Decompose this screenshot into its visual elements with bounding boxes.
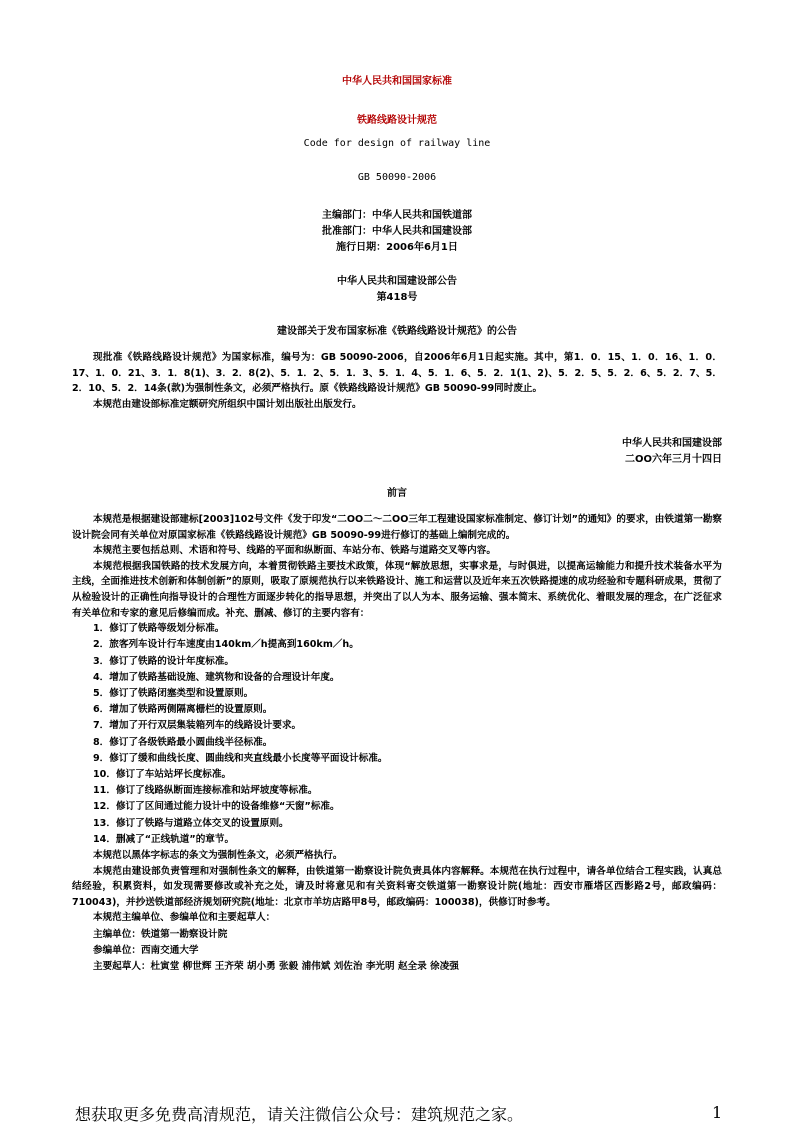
announcement-body bbox=[72, 350, 722, 412]
preface-list-item: 7．增加了开行双层集装箱列车的线路设计要求。 bbox=[93, 720, 302, 732]
announcement-paragraph: 本规范由建设部标准定额研究所组织中国计划出版社出版发行。 bbox=[93, 398, 362, 410]
document-page bbox=[72, 0, 722, 1123]
preface-list-item: 14．删减了“正线轨道”的章节。 bbox=[93, 833, 235, 845]
preface-heading: 前言 bbox=[387, 488, 407, 499]
preface-list-item: 1．修订了铁路等级划分标准。 bbox=[93, 623, 225, 635]
preface-list-item: 9．修订了缓和曲线长度、圆曲线和夹直线最小长度等平面设计标准。 bbox=[93, 752, 388, 764]
chief-unit: 主编单位：铁道第一勘察设计院 bbox=[93, 928, 228, 940]
announcement-signature: 中华人民共和国建设部 bbox=[622, 438, 722, 449]
preface-list-item: 5．修订了铁路闭塞类型和设置原则。 bbox=[93, 687, 254, 699]
effective-date: 施行日期：2006年6月1日 bbox=[336, 242, 458, 253]
preface-list-item: 2．旅客列车设计行车速度由140km／h提高到160km／h。 bbox=[93, 639, 359, 651]
preface-list-item: 12．修订了区间通过能力设计中的设备维修“天窗”标准。 bbox=[93, 801, 340, 813]
announcement-number: 第418号 bbox=[376, 292, 418, 303]
document-title-cn: 铁路线路设计规范 bbox=[357, 115, 437, 126]
units-intro: 本规范主编单位、参编单位和主要起草人： bbox=[93, 912, 276, 924]
preface-closing-paragraph: 本规范以黑体字标志的条文为强制性条文，必须严格执行。 bbox=[93, 850, 343, 861]
announcement-title: 建设部关于发布国家标准《铁路线路设计规范》的公告 bbox=[277, 326, 517, 337]
approver-department: 批准部门：中华人民共和国建设部 bbox=[322, 226, 472, 237]
preface-list-item: 8．修订了各级铁路最小圆曲线半径标准。 bbox=[93, 736, 273, 748]
preface-list-item: 6．增加了铁路两侧隔离栅栏的设置原则。 bbox=[93, 704, 273, 716]
preface-list-item: 13．修订了铁路与道路立体交叉的设置原则。 bbox=[93, 817, 289, 829]
preface-closing-paragraph: 本规范由建设部负责管理和对强制性条文的解释，由铁道第一勘察设计院负责具体内容解释。本规范在执行过程中，请各单位结合工程实践，认真总结经验，积累资料，如发现需要修改或补充之处，请及时将意见和有关资料寄交铁道第一勘察设计院(地址：西安市雁塔区西影路2号，邮政编码：710043)，并抄送铁道部经济规划研究院(地址：北京市羊坊店路甲8号，邮政编码：100038)，供修订时参考。 bbox=[72, 865, 722, 908]
preface-paragraph: 本规范根据我国铁路的技术发展方向，本着贯彻铁路主要技术政策，体现“解放思想，实事求是，与时俱进，以提高运输能力和提升技术装备水平为主线，全面推进技术创新和体制创新”的原则，吸取了原规范执行以来铁路设计、施工和运营以及近年来五次铁路提速的成功经验和专题科研成果，贯彻了从检验设计的正确性向指导设计的合理性方面逐步转化的指导思想，并突出了以人为本、服务运输、强本简末、系统优化、着眼发展的理念，在广泛征求有关单位和专家的意见后修编而成。补充、删减、修订的主要内容有： bbox=[72, 560, 722, 619]
preface-list-item: 4．增加了铁路基础设施、建筑物和设备的合理设计年度。 bbox=[93, 671, 340, 683]
preface-list-item: 10．修订了车站站坪长度标准。 bbox=[93, 768, 232, 780]
standard-code: GB 50090-2006 bbox=[357, 172, 437, 183]
footer-notice: 想获取更多免费高清规范，请关注微信公众号：建筑规范之家。 bbox=[75, 1105, 524, 1124]
participating-unit: 参编单位：西南交通大学 bbox=[93, 944, 199, 956]
preface-list-item: 11．修订了线路纵断面连接标准和站坪坡度等标准。 bbox=[93, 785, 318, 797]
drafters: 主要起草人：杜寅堂 柳世辉 王齐荣 胡小勇 张毅 浦伟斌 刘佐治 李光明 赵全录 徐凌强 bbox=[93, 960, 459, 972]
preface-paragraph: 本规范是根据建设部建标[2003]102号文件《发于印发“二OO二～二OO三年工程建设国家标准制定、修订计划”的通知》的要求，由铁道第一勘察设计院会同有关单位对原国家标准《铁路线路设计规范》GB 50090-99进行修订的基础上编制完成的。 bbox=[72, 514, 722, 541]
announcement-paragraph: 现批准《铁路线路设计规范》为国家标准，编号为：GB 50090-2006，自2006年6月1日起实施。其中，第1．0．15、1．0．16、1．0．17、1．0．21、3．1．8(1)、3．2．8(2)、5．1．2、5．1．3、5．1．4、5．1．6、5．2．1(1、2)、5．2．5、5．2．6、5．2．7、5．2．10、5．2．14条(款)为强制性条文，必须严格执行。原《铁路线路设计规范》GB 50090-99同时废止。 bbox=[72, 352, 722, 395]
document-title-en: Code for design of railway line bbox=[303, 138, 491, 149]
preface-body bbox=[72, 512, 722, 975]
announcement-date: 二OO六年三月十四日 bbox=[624, 454, 722, 465]
announcement-issuer: 中华人民共和国建设部公告 bbox=[337, 276, 457, 287]
preface-list-item: 3．修订了铁路的设计年度标准。 bbox=[93, 655, 234, 667]
editor-department: 主编部门：中华人民共和国铁道部 bbox=[322, 210, 472, 221]
page-number: 1 bbox=[712, 1103, 723, 1122]
preface-paragraph: 本规范主要包括总则、术语和符号、线路的平面和纵断面、车站分布、铁路与道路交叉等内容。 bbox=[93, 545, 496, 557]
national-standard-label: 中华人民共和国国家标准 bbox=[342, 76, 452, 87]
